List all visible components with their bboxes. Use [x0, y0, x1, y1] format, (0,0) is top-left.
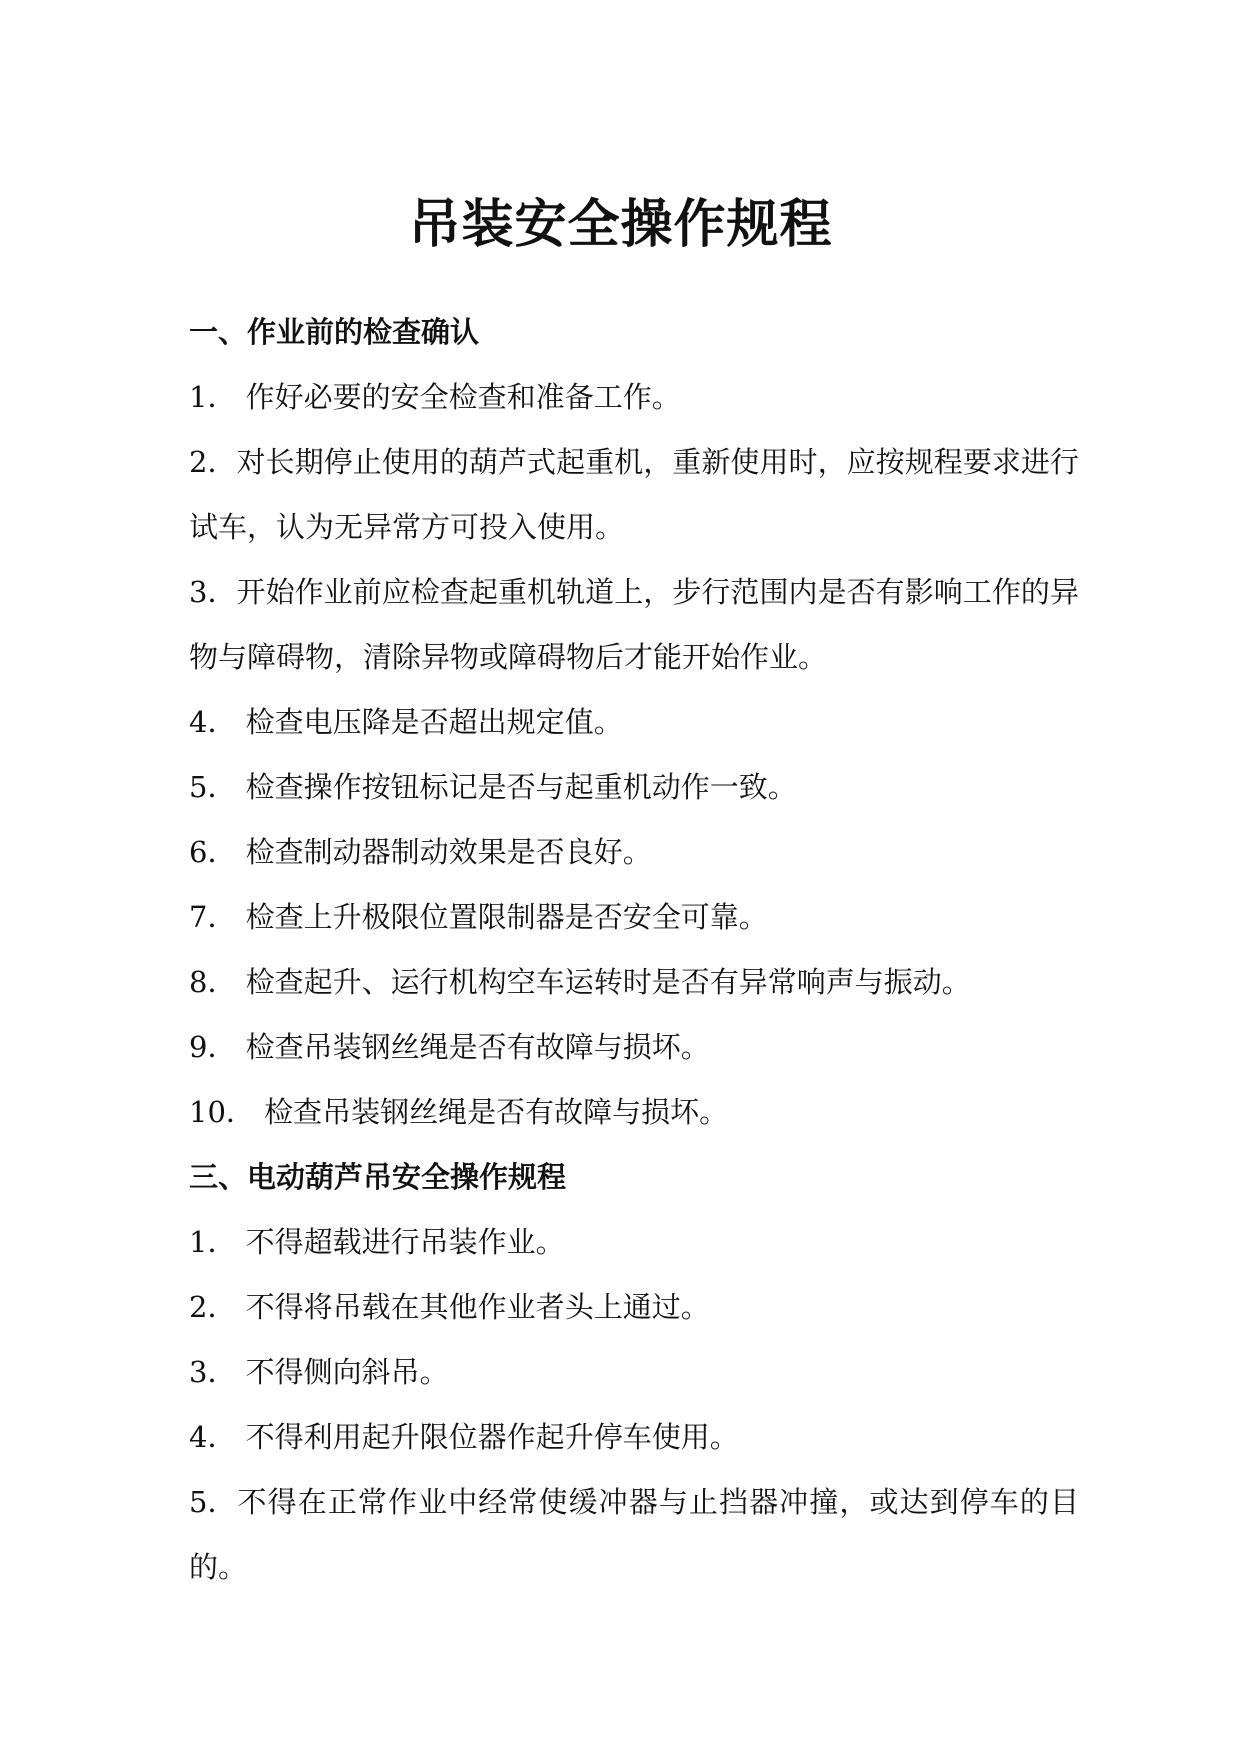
- item-text: 检查吊装钢丝绳是否有故障与损坏。: [254, 1095, 729, 1129]
- item-text: 不得利用起升限位器作起升停车使用。: [236, 1420, 739, 1454]
- list-item: [189, 755, 1079, 820]
- item-text: 检查电压降是否超出规定值。: [236, 705, 623, 739]
- item-number: 8 ．: [189, 950, 236, 1015]
- list-item: [189, 365, 1079, 430]
- item-text: 检查上升极限位置限制器是否安全可靠。: [236, 900, 768, 934]
- item-text: 检查吊装钢丝绳是否有故障与损坏。: [236, 1030, 710, 1064]
- item-number: 6 ．: [189, 820, 236, 885]
- item-text: 不得在正常作业中经常使缓冲器与止挡器冲撞，或达到停车的目的。: [189, 1485, 1079, 1584]
- item-text: 检查制动器制动效果是否良好。: [236, 835, 652, 869]
- list-item: [189, 430, 1079, 560]
- page-title: 吊装安全操作规程: [408, 195, 833, 255]
- list-item: [189, 690, 1079, 755]
- document-body: [189, 300, 1079, 1600]
- item-number: 4 ．: [189, 1405, 236, 1470]
- item-text: 作好必要的安全检查和准备工作。: [236, 380, 681, 414]
- item-number: 3 ．: [189, 560, 236, 625]
- list-item: [189, 1080, 1079, 1145]
- item-number: 5 ．: [189, 755, 236, 820]
- list-item: [189, 885, 1079, 950]
- list-item: [189, 950, 1079, 1015]
- item-number: 10 ．: [189, 1080, 255, 1145]
- item-number: 1 ．: [189, 365, 236, 430]
- section-heading: 一、作业前的检查确认: [189, 315, 480, 349]
- section-heading: 三、电动葫芦吊安全操作规程: [189, 1160, 567, 1194]
- item-text: 不得超载进行吊装作业。: [236, 1225, 565, 1259]
- item-number: 4 ．: [189, 690, 236, 755]
- item-text: 对长期停止使用的葫芦式起重机，重新使用时，应按规程要求进行试车，认为无异常方可投入使用。: [189, 445, 1079, 544]
- item-text: 不得侧向斜吊。: [236, 1355, 449, 1389]
- item-number: 7 ．: [189, 885, 236, 950]
- list-item: [189, 1015, 1079, 1080]
- item-text: 不得将吊载在其他作业者头上通过。: [236, 1290, 710, 1324]
- list-item: [189, 1470, 1079, 1600]
- list-item: [189, 1275, 1079, 1340]
- list-item: [189, 1340, 1079, 1405]
- item-number: 2 ．: [189, 1275, 236, 1340]
- list-item: [189, 1210, 1079, 1275]
- item-number: 2 ．: [189, 430, 236, 495]
- item-text: 检查操作按钮标记是否与起重机动作一致。: [236, 770, 797, 804]
- item-number: 9 ．: [189, 1015, 236, 1080]
- list-item: [189, 560, 1079, 690]
- list-item: [189, 820, 1079, 885]
- item-number: 1 ．: [189, 1210, 236, 1275]
- item-number: 5 ．: [189, 1470, 236, 1535]
- list-item: [189, 1405, 1079, 1470]
- item-text: 开始作业前应检查起重机轨道上，步行范围内是否有影响工作的异物与障碍物，清除异物或障碍物后才能开始作业。: [189, 575, 1079, 674]
- item-number: 3 ．: [189, 1340, 236, 1405]
- item-text: 检查起升、运行机构空车运转时是否有异常响声与振动。: [236, 965, 971, 999]
